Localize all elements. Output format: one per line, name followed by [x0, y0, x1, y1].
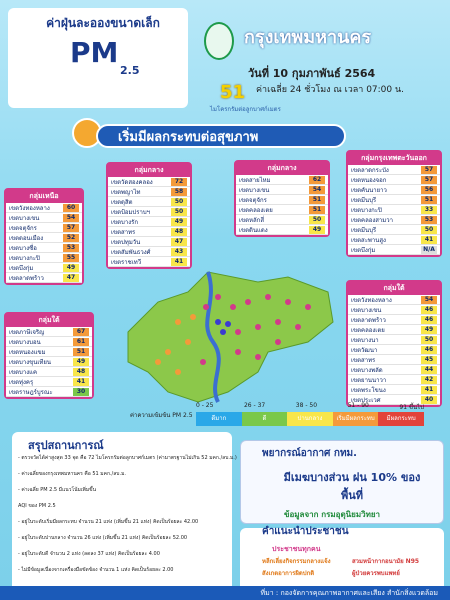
- district-value: 67: [73, 328, 89, 336]
- district-row: [348, 215, 440, 225]
- district-value: 47: [171, 238, 187, 246]
- district-row: [6, 253, 82, 263]
- district-name: เขตบางรัก: [111, 218, 139, 226]
- average-label: ค่าเฉลี่ย: [150, 90, 185, 101]
- station-dot: [220, 329, 226, 335]
- district-name: เขตมีนบุรี: [351, 226, 377, 234]
- district-value: 54: [421, 296, 437, 304]
- district-name: เขตบางเขน: [351, 306, 382, 314]
- panel-title: กลุ่มใต้: [6, 314, 92, 327]
- district-value: 52: [63, 234, 79, 242]
- district-value: 53: [421, 216, 437, 224]
- district-value: 50: [309, 216, 325, 224]
- district-row: [348, 225, 440, 235]
- summary-title: สรุปสถานการณ์: [28, 439, 104, 452]
- district-value: 50: [421, 226, 437, 234]
- district-row: [6, 367, 92, 377]
- district-row: [6, 233, 82, 243]
- district-name: เขตวัดสองคลอง: [111, 178, 153, 186]
- district-name: เขตมีนบุรี: [351, 196, 377, 204]
- district-value: 40: [421, 396, 437, 404]
- district-value: 42: [421, 376, 437, 384]
- advice-line: สวมหน้ากากอนามัย N95: [352, 558, 420, 565]
- summary-line: - ตรวจวัดได้ค่าสูงสุด 33 จุด คือ 72 ไมโครกรัมต่อลูกบาศก์เมตร (ค่ามาตรฐานไม่เกิน 52 มคก./ลบ.ม.): [18, 455, 237, 461]
- district-name: เขตสาทร: [351, 356, 376, 364]
- district-value: 46: [421, 306, 437, 314]
- district-value: 33: [421, 206, 437, 214]
- scale-tick: 51 - 90: [347, 402, 369, 409]
- district-row: [348, 385, 440, 395]
- district-name: เขตประเวศ: [351, 396, 381, 404]
- station-dot: [255, 324, 261, 330]
- forecast-title: พยากรณ์อากาศ กทม.: [262, 448, 357, 459]
- advice-group: ประชาชนทุกคน: [272, 545, 321, 553]
- district-value: 62: [309, 176, 325, 184]
- district-value: 54: [309, 186, 325, 194]
- district-value: 51: [421, 196, 437, 204]
- status-banner-text: เริ่มมีผลกระทบต่อสุขภาพ: [118, 130, 259, 145]
- average-unit: ไมโครกรัมต่อลูกบาศก์เมตร: [210, 106, 281, 113]
- forecast-source: ข้อมูลจาก กรมอุตุนิยมวิทยา: [284, 510, 381, 519]
- station-dot: [285, 299, 291, 305]
- summary-line: AQI ของ PM 2.5: [18, 503, 56, 509]
- station-dot: [175, 319, 181, 325]
- district-value: 56: [421, 186, 437, 194]
- station-dot: [255, 354, 261, 360]
- district-name: เขตคลองเตย: [239, 206, 273, 214]
- scale-segment: ปานกลาง: [287, 412, 333, 426]
- district-name: เขตบางเขน: [239, 186, 270, 194]
- district-value: 49: [171, 218, 187, 226]
- district-row: [348, 305, 440, 315]
- station-dot: [275, 319, 281, 325]
- panel-title: กลุ่มกลาง: [108, 164, 190, 177]
- district-value: 51: [73, 348, 89, 356]
- station-dot: [185, 339, 191, 345]
- district-row: [6, 213, 82, 223]
- district-row: [236, 225, 328, 235]
- bangkok-map: [118, 262, 338, 412]
- station-dot: [175, 369, 181, 375]
- panel-title: กลุ่มเหนือ: [6, 190, 82, 203]
- district-value: 47: [63, 274, 79, 282]
- district-name: เขตบางพลัด: [351, 366, 383, 374]
- district-name: เขตสาทร: [111, 228, 136, 236]
- district-value: 51: [309, 206, 325, 214]
- district-row: [348, 195, 440, 205]
- district-name: เขตยานนาวา: [351, 376, 387, 384]
- district-value: 55: [63, 254, 79, 262]
- district-row: [108, 177, 190, 187]
- district-panel: [346, 150, 442, 257]
- district-name: เขตบางกะปิ: [9, 254, 40, 262]
- district-name: เขตจตุจักร: [9, 224, 37, 232]
- district-name: เขตบางขุนเทียน: [9, 358, 51, 366]
- district-row: [6, 337, 92, 347]
- station-dot: [215, 294, 221, 300]
- average-value: 51: [220, 82, 246, 103]
- district-name: เขตลาดพร้าว: [351, 316, 386, 324]
- report-date: วันที่ 10 กุมภาพันธ์ 2564: [248, 67, 376, 80]
- district-row: [6, 223, 82, 233]
- district-value: 61: [73, 338, 89, 346]
- station-dot: [215, 319, 221, 325]
- district-row: [108, 207, 190, 217]
- district-name: เขตภาษีเจริญ: [9, 328, 45, 336]
- district-name: เขตสายไหม: [239, 176, 271, 184]
- district-name: เขตวัฒนา: [351, 346, 378, 354]
- district-value: 41: [171, 258, 187, 266]
- map-shape: [128, 272, 333, 402]
- district-value: 49: [309, 226, 325, 234]
- district-row: [108, 187, 190, 197]
- scale-segment: มีผลกระทบ: [378, 412, 424, 426]
- district-name: เขตราษฎร์บูรณะ: [9, 388, 53, 396]
- station-dot: [305, 304, 311, 310]
- advice-line: ผู้ป่วยควรพบแพทย์: [352, 570, 400, 577]
- district-name: เขตหนองจอก: [351, 176, 387, 184]
- district-value: 41: [421, 386, 437, 394]
- district-name: เขตจตุจักร: [239, 196, 267, 204]
- district-row: [348, 375, 440, 385]
- district-row: [108, 247, 190, 257]
- district-row: [348, 235, 440, 245]
- district-value: 54: [63, 214, 79, 222]
- district-row: [348, 355, 440, 365]
- scale-tick: 26 - 37: [243, 402, 266, 409]
- district-value: 72: [171, 178, 187, 186]
- footer-source: ที่มา : กองจัดการคุณภาพอากาศและเสียง สำนักสิ่งแวดล้อม: [0, 586, 450, 600]
- district-name: เขตพญาไท: [111, 188, 141, 196]
- scale-segment: ดี: [242, 412, 288, 426]
- station-dot: [165, 349, 171, 355]
- station-dot: [235, 349, 241, 355]
- summary-line: - อยู่ในระดับดี จำนวน 2 แห่ง (ลดลง 37 แห่ง) คิดเป็นร้อยละ 4.00: [18, 551, 160, 557]
- bma-logo-icon: [204, 22, 234, 60]
- district-value: 57: [63, 224, 79, 232]
- district-value: 43: [171, 248, 187, 256]
- forecast-main: มีเมฆบางส่วน ฝน 10% ของพื้นที่: [283, 471, 421, 502]
- district-value: 45: [421, 356, 437, 364]
- station-dot: [265, 294, 271, 300]
- panel-title: กลุ่มกรุงเทพตะวันออก: [348, 152, 440, 165]
- district-value: 41: [73, 378, 89, 386]
- advice-line: สังเกตอาการผิดปกติ: [262, 570, 315, 577]
- summary-line: - ค่าเฉลี่ยของกรุงเทพมหานคร คือ 51 มคก./ลบ.ม.: [18, 471, 126, 477]
- district-value: 41: [421, 236, 437, 244]
- station-dot: [225, 321, 231, 327]
- district-value: 51: [309, 196, 325, 204]
- station-dot: [155, 359, 161, 365]
- district-name: เขตคลองสามวา: [351, 216, 393, 224]
- pm-sub-label: 2.5: [120, 64, 140, 77]
- district-panel: [4, 312, 94, 399]
- station-dot: [275, 339, 281, 345]
- district-value: 58: [171, 188, 187, 196]
- district-row: [6, 387, 92, 397]
- district-name: เขตบึงกุ่ม: [351, 246, 376, 254]
- district-value: 49: [421, 326, 437, 334]
- district-name: เขตดอนเมือง: [9, 234, 44, 242]
- station-dot: [235, 329, 241, 335]
- summary-line: - อยู่ในระดับเริ่มมีผลกระทบ จำนวน 21 แห่ง (เพิ่มขึ้น 21 แห่ง) คิดเป็นร้อยละ 42.00: [18, 519, 199, 525]
- district-name: เขตปทุมวัน: [111, 238, 141, 246]
- station-dot: [190, 314, 196, 320]
- scale-segment: ดีมาก: [196, 412, 242, 426]
- district-row: [348, 185, 440, 195]
- district-row: [6, 357, 92, 367]
- district-value: 44: [421, 366, 437, 374]
- district-value: 46: [421, 316, 437, 324]
- district-row: [348, 175, 440, 185]
- district-row: [348, 205, 440, 215]
- district-row: [6, 377, 92, 387]
- page-title: ค่าฝุ่นละอองขนาดเล็ก: [46, 16, 160, 30]
- district-name: เขตทุ่งครุ: [9, 378, 34, 386]
- district-row: [236, 215, 328, 225]
- scale-tick: 38 - 50: [295, 402, 318, 409]
- district-name: เขตบางกะปิ: [351, 206, 382, 214]
- district-row: [348, 165, 440, 175]
- district-name: เขตวังทองหลาง: [351, 296, 392, 304]
- district-name: เขตลาดพร้าว: [9, 274, 44, 282]
- district-value: 57: [421, 166, 437, 174]
- station-dot: [200, 359, 206, 365]
- district-value: 48: [73, 368, 89, 376]
- district-name: เขตบึงกุ่ม: [9, 264, 34, 272]
- scale-label: ค่าความเข้มข้น PM 2.5: [130, 412, 193, 419]
- district-panel: [346, 280, 442, 407]
- pm-label: PM: [70, 36, 119, 69]
- district-name: เขตราชเทวี: [111, 258, 142, 266]
- district-name: เขตคันนายาว: [351, 186, 387, 194]
- district-name: เขตบางแค: [9, 368, 38, 376]
- district-panel: [234, 160, 330, 237]
- district-name: เขตหลักสี่: [239, 216, 264, 224]
- station-dot: [245, 299, 251, 305]
- advice-title: คำแนะนำประชาชน: [262, 526, 349, 537]
- district-row: [6, 327, 92, 337]
- district-row: [348, 335, 440, 345]
- average-note: ค่าเฉลี่ย 24 ชั่วโมง ณ เวลา 07:00 น.: [256, 85, 405, 95]
- district-name: เขตบางซื่อ: [9, 244, 37, 252]
- panel-title: กลุ่มใต้: [348, 282, 440, 295]
- district-name: เขตพระโขนง: [351, 386, 386, 394]
- panel-title: กลุ่มกลาง: [236, 162, 328, 175]
- district-value: 49: [73, 358, 89, 366]
- district-name: เขตสัมพันธวงศ์: [111, 248, 151, 256]
- district-row: [108, 227, 190, 237]
- district-row: [348, 365, 440, 375]
- district-row: [236, 205, 328, 215]
- district-name: เขตป้อมปราบฯ: [111, 208, 150, 216]
- district-row: [236, 185, 328, 195]
- station-dot: [203, 304, 209, 310]
- district-row: [348, 295, 440, 305]
- district-row: [236, 195, 328, 205]
- district-row: [6, 347, 92, 357]
- district-row: [348, 315, 440, 325]
- district-name: เขตลาดกระบัง: [351, 166, 389, 174]
- district-value: 53: [63, 244, 79, 252]
- district-row: [6, 203, 82, 213]
- district-name: เขตหนองแขม: [9, 348, 46, 356]
- district-row: [108, 237, 190, 247]
- district-value: 50: [421, 336, 437, 344]
- district-value: 50: [171, 208, 187, 216]
- district-row: [6, 243, 82, 253]
- district-value: N/A: [421, 246, 437, 254]
- summary-line: - ค่าเฉลี่ย PM 2.5 มีแนวโน้มเพิ่มขึ้น: [18, 487, 96, 493]
- district-row: [348, 345, 440, 355]
- district-value: 46: [421, 346, 437, 354]
- district-name: เขตบางบอน: [9, 338, 41, 346]
- district-row: [236, 175, 328, 185]
- district-value: 30: [73, 388, 89, 396]
- district-value: 49: [63, 264, 79, 272]
- district-name: เขตบางเขน: [9, 214, 40, 222]
- district-panel: [106, 162, 192, 269]
- district-name: เขตบางนา: [351, 336, 379, 344]
- district-panel: [4, 188, 84, 285]
- district-name: เขตดุสิต: [111, 198, 133, 206]
- district-row: [6, 263, 82, 273]
- org-name: กรุงเทพมหานคร: [244, 27, 372, 48]
- summary-line: - อยู่ในระดับปานกลาง จำนวน 26 แห่ง (เพิ่มขึ้น 21 แห่ง) คิดเป็นร้อยละ 52.00: [18, 535, 188, 541]
- district-value: 57: [421, 176, 437, 184]
- district-row: [348, 325, 440, 335]
- scale-tick: 0 - 25: [196, 402, 214, 409]
- district-value: 50: [171, 198, 187, 206]
- advice-line: หลีกเลี่ยงกิจกรรมกลางแจ้ง: [262, 558, 331, 565]
- summary-line: - ไม่มีข้อมูลเนื่องจากเครื่องมือขัดข้อง จำนวน 1 แห่ง คิดเป็นร้อยละ 2.00: [18, 567, 174, 573]
- scale-legend: [196, 402, 424, 426]
- district-name: เขตคลองเตย: [351, 326, 385, 334]
- station-dot: [295, 324, 301, 330]
- district-name: เขตวังทองหลาง: [9, 204, 50, 212]
- district-row: [108, 197, 190, 207]
- district-value: 60: [63, 204, 79, 212]
- station-dot: [230, 304, 236, 310]
- scale-tick: 91 ขึ้นไป: [399, 404, 424, 411]
- district-row: [6, 273, 82, 283]
- district-name: เขตสะพานสูง: [351, 236, 386, 244]
- district-row: [348, 245, 440, 255]
- scale-segment: เริ่มมีผลกระทบ: [333, 412, 379, 426]
- district-value: 48: [171, 228, 187, 236]
- district-row: [108, 217, 190, 227]
- district-name: เขตดินแดง: [239, 226, 268, 234]
